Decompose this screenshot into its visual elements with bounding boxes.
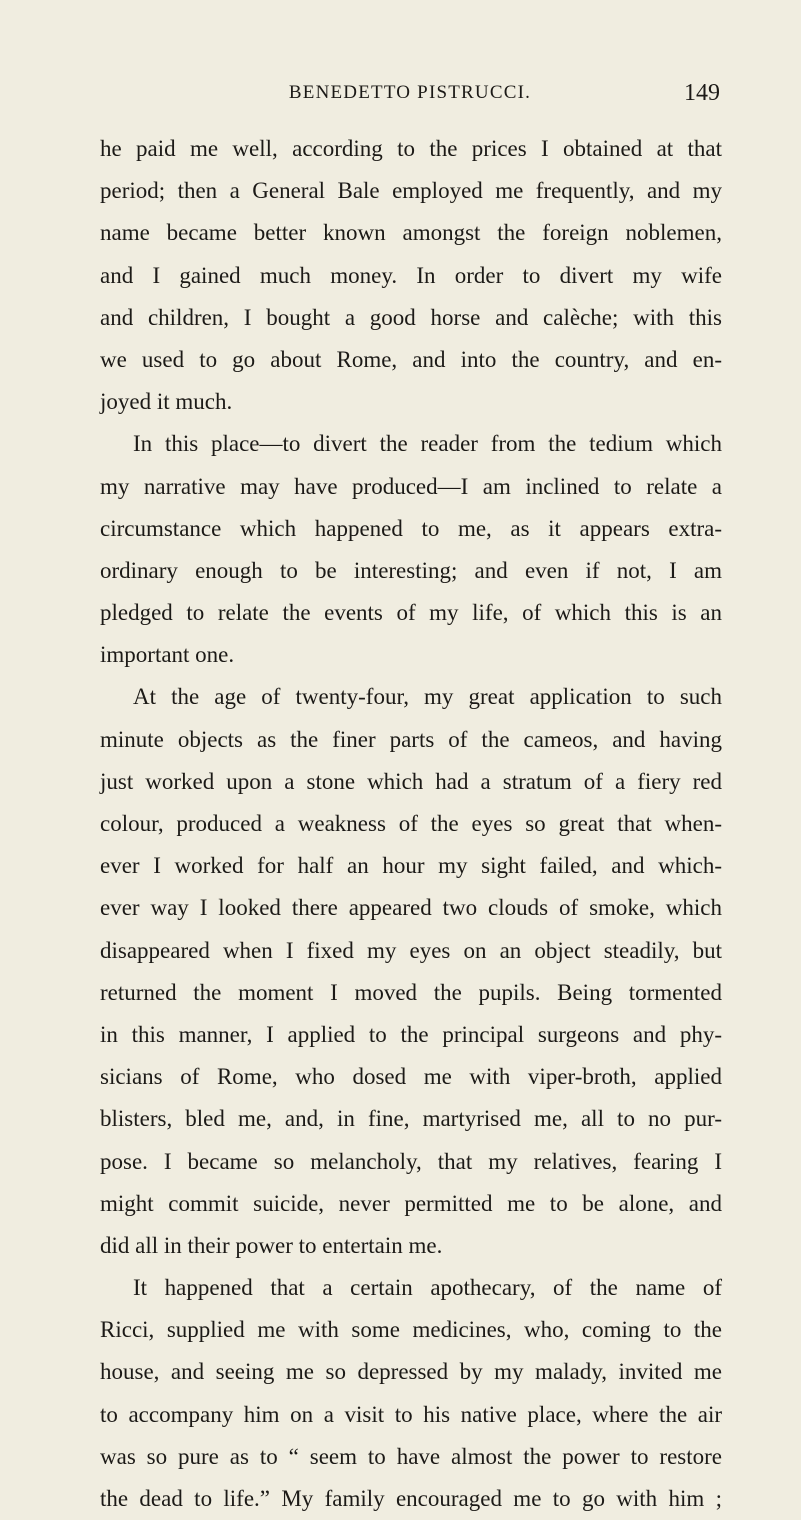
text-line: ever way I looked there appeared two clouds of smoke, which bbox=[100, 895, 722, 921]
text-line: my narrative may have produced—I am inclined to relate a bbox=[100, 473, 722, 499]
text-line: might commit suicide, never permitted me to be alone, and bbox=[100, 1190, 722, 1216]
text-line: was so pure as to “ seem to have almost the power to restore bbox=[100, 1443, 722, 1469]
text-line: just worked upon a stone which had a stratum of a fiery red bbox=[100, 768, 722, 794]
text-line: minute objects as the finer parts of the cameos, and having bbox=[100, 726, 722, 752]
text-line: ordinary enough to be interesting; and even if not, I am bbox=[100, 557, 722, 583]
paragraph-end-line: did all in their power to entertain me. bbox=[100, 1232, 443, 1258]
text-line: disappeared when I fixed my eyes on an object steadily, but bbox=[100, 937, 722, 963]
paragraph-start-line: At the age of twenty-four, my great application to such bbox=[133, 684, 722, 710]
text-line: to accompany him on a visit to his native place, where the air bbox=[100, 1401, 722, 1427]
text-line: pledged to relate the events of my life, of which this is an bbox=[100, 600, 722, 626]
text-line: period; then a General Bale employed me frequently, and my bbox=[100, 178, 722, 204]
text-line: Ricci, supplied me with some medicines, who, coming to the bbox=[100, 1317, 722, 1343]
text-line: he paid me well, according to the prices I obtained at that bbox=[100, 136, 722, 161]
text-line: in this manner, I applied to the principal surgeons and phy- bbox=[100, 1021, 722, 1047]
text-line: ever I worked for half an hour my sight failed, and which- bbox=[100, 853, 722, 879]
text-line: colour, produced a weakness of the eyes so great that when- bbox=[100, 811, 722, 836]
text-line: the dead to life.” My family encouraged me to go with him ; bbox=[100, 1486, 722, 1511]
page-number: 149 bbox=[684, 80, 720, 106]
text-line: circumstance which happened to me, as it appears extra- bbox=[100, 515, 722, 541]
body-text bbox=[100, 128, 722, 1520]
text-line: blisters, bled me, and, in fine, martyrised me, all to no pur- bbox=[100, 1106, 722, 1132]
text-line: and I gained much money. In order to divert my wife bbox=[100, 262, 722, 288]
text-line: sicians of Rome, who dosed me with viper-broth, applied bbox=[100, 1064, 722, 1090]
paragraph-end-line: important one. bbox=[100, 642, 235, 668]
running-head bbox=[100, 78, 720, 108]
paragraph-start-line: It happened that a certain apothecary, of the name of bbox=[133, 1275, 722, 1301]
text-line: house, and seeing me so depressed by my malady, invited me bbox=[100, 1359, 722, 1385]
text-line: pose. I became so melancholy, that my relatives, fearing I bbox=[100, 1148, 722, 1174]
text-line: returned the moment I moved the pupils. Being tormented bbox=[100, 979, 722, 1005]
paragraph-start-line: In this place—to divert the reader from the tedium which bbox=[133, 431, 722, 457]
paragraph-end-line: joyed it much. bbox=[100, 389, 233, 415]
text-line: we used to go about Rome, and into the country, and en- bbox=[100, 346, 722, 372]
text-line: and children, I bought a good horse and calèche; with this bbox=[100, 304, 722, 330]
running-title: BENEDETTO PISTRUCCI. bbox=[288, 82, 532, 103]
text-line: name became better known amongst the foreign noblemen, bbox=[100, 220, 722, 246]
